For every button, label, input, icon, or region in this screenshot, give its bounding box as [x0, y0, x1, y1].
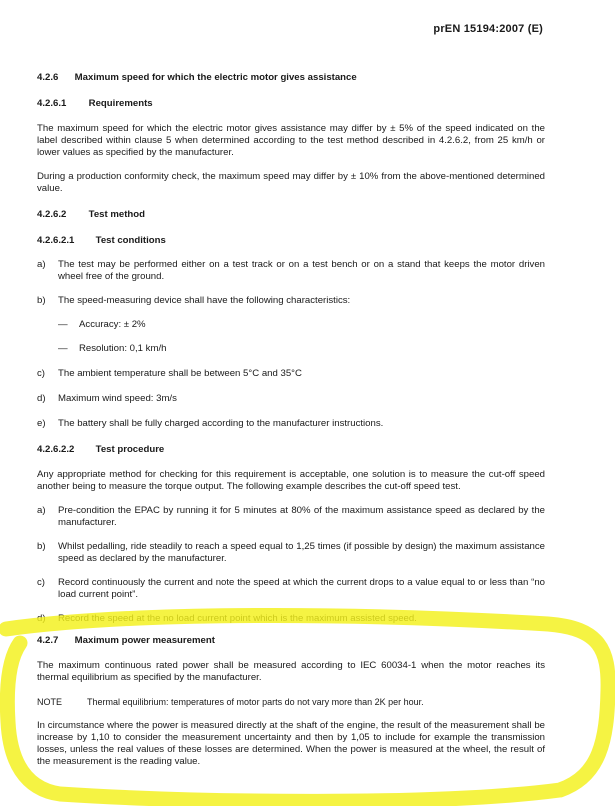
- list-text: Whilst pedalling, ride steadily to reach a speed equal to 1,25 times (if possible by design) the maximum assistance speed as declared by the manufacturer.: [58, 541, 545, 564]
- list-item: [37, 577, 545, 601]
- list-text: The test may be performed either on a test track or on a test bench or on a stand that keeps the motor driven wheel free of the ground.: [58, 259, 545, 282]
- list-text: Record continuously the current and note the speed at which the current drops to a value equal to or less than “no load current point”.: [58, 577, 545, 600]
- heading-number: 4.2.6.2: [37, 209, 67, 220]
- dash-bullet: —: [58, 343, 68, 354]
- heading-4-2-6-2: [37, 209, 545, 221]
- dash-bullet: —: [58, 319, 68, 330]
- document-body: [37, 72, 545, 768]
- list-item: [37, 541, 545, 565]
- heading-title: Test conditions: [95, 235, 166, 246]
- heading-title: Test method: [88, 209, 145, 220]
- list-text: The speed-measuring device shall have the following characteristics:: [58, 295, 351, 306]
- list-label: d): [37, 613, 46, 624]
- list-label: e): [37, 418, 46, 429]
- list-label: c): [37, 577, 45, 588]
- sub-list-item: [58, 319, 545, 331]
- heading-number: 4.2.6.2.1: [37, 235, 75, 246]
- heading-4-2-7: [37, 635, 545, 647]
- list-text: The ambient temperature shall be between 5°C and 35°C: [58, 368, 302, 379]
- heading-4-2-6-1: [37, 98, 545, 110]
- paragraph: Any appropriate method for checking for this requirement is acceptable, one solution is to measure the cut-off speed another being to measure the torque output. The following example describes the cut-off speed test.: [37, 469, 545, 492]
- list-item: [37, 393, 545, 405]
- list-label: b): [37, 541, 46, 552]
- heading-number: 4.2.6.2.2: [37, 444, 75, 455]
- list-item: [37, 295, 545, 307]
- list-label: a): [37, 259, 46, 270]
- list-label: b): [37, 295, 46, 306]
- paragraph: During a production conformity check, the maximum speed may differ by ± 10% from the above-mentioned determined value.: [37, 171, 545, 194]
- note-label: NOTE: [37, 697, 63, 707]
- sub-list-text: Resolution: 0,1 km/h: [79, 343, 167, 354]
- list-text: Pre-condition the EPAC by running it for 5 minutes at 80% of the maximum assistance speed as declared by the manufacturer.: [58, 505, 545, 528]
- paragraph: The maximum continuous rated power shall be measured according to IEC 60034-1 when the motor reaches its thermal equilibrium as specified by the manufacturer.: [37, 660, 545, 683]
- list-item: [37, 368, 545, 380]
- sub-list-item: [58, 343, 545, 355]
- note: [37, 696, 545, 708]
- list-label: d): [37, 393, 46, 404]
- heading-title: Test procedure: [95, 444, 165, 455]
- heading-number: 4.2.6.1: [37, 98, 67, 109]
- list-item: [37, 613, 545, 625]
- heading-number: 4.2.6: [37, 72, 59, 83]
- heading-title: Requirements: [88, 98, 153, 109]
- document-reference: prEN 15194:2007 (E): [433, 23, 543, 35]
- heading-4-2-6: [37, 72, 545, 84]
- heading-4-2-6-2-2: [37, 444, 545, 456]
- list-text: Record the speed at the no load current point which is the maximum assisted speed.: [58, 613, 417, 624]
- list-item: [37, 259, 545, 283]
- paragraph: In circumstance where the power is measured directly at the shaft of the engine, the result of the measurement shall be increase by 1,10 to consider the measurement uncertainty and then by 1,05 to include for example the transmission losses, unless the real values of these losses are determined. When the power is measured at the wheel, the result of the measurement is the reading value.: [37, 720, 545, 767]
- list-item: [37, 418, 545, 430]
- paragraph: The maximum speed for which the electric motor gives assistance may differ by ± 5% of the speed indicated on the label described within clause 5 when determined according to the test method described in 4.2.6.2, from 25 km/h or lower values as specified by the manufacturer.: [37, 123, 545, 158]
- list-text: The battery shall be fully charged according to the manufacturer instructions.: [58, 418, 384, 429]
- list-text: Maximum wind speed: 3m/s: [58, 393, 177, 404]
- list-label: c): [37, 368, 45, 379]
- heading-title: Maximum speed for which the electric motor gives assistance: [74, 72, 357, 83]
- note-text: Thermal equilibrium: temperatures of motor parts do not vary more than 2K per hour.: [87, 697, 424, 707]
- list-label: a): [37, 505, 46, 516]
- heading-4-2-6-2-1: [37, 235, 545, 247]
- sub-list-text: Accuracy: ± 2%: [79, 319, 146, 330]
- heading-title: Maximum power measurement: [74, 635, 215, 646]
- heading-number: 4.2.7: [37, 635, 59, 646]
- list-item: [37, 505, 545, 529]
